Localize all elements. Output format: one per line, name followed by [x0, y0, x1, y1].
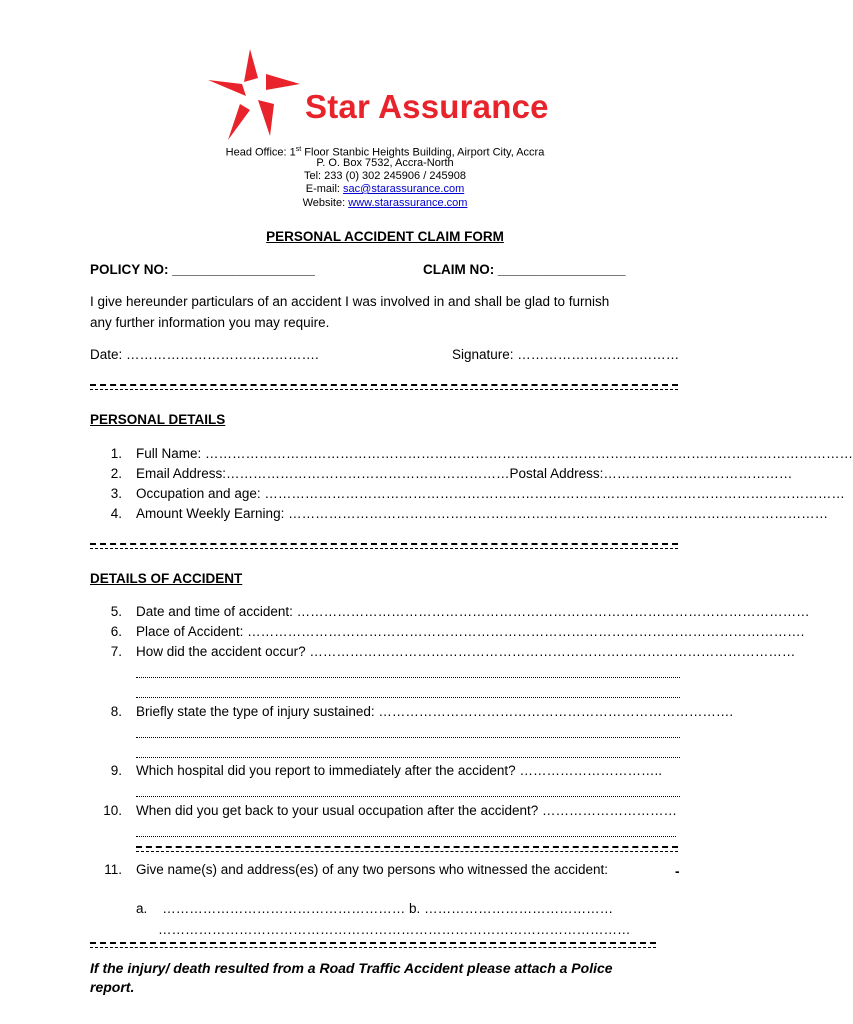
website-link[interactable]: www.starassurance.com: [348, 197, 468, 209]
police-report-note: If the injury/ death resulted from a Road Traffic Accident please attach a Police report.: [90, 960, 613, 995]
email-line: E-mail: sac@starassurance.com: [305, 183, 465, 195]
answer-line[interactable]: [136, 697, 680, 698]
accident-details-heading: DETAILS OF ACCIDENT: [90, 571, 243, 586]
answer-line[interactable]: [136, 796, 680, 797]
date-field[interactable]: Date: …………………………………….: [90, 347, 319, 362]
separator-line: [136, 846, 678, 852]
answer-line[interactable]: [136, 836, 676, 837]
witness-line-2[interactable]: ……………………………………………………………………………………………: [158, 922, 631, 937]
personal-details-heading: PERSONAL DETAILS: [90, 412, 226, 427]
tel-line: Tel: 233 (0) 302 245906 / 245908: [303, 170, 467, 182]
website-line: Website: www.starassurance.com: [302, 197, 468, 209]
star-logo-icon: [200, 44, 310, 144]
po-box-line: P. O. Box 7532, Accra-North: [316, 157, 454, 169]
form-title: PERSONAL ACCIDENT CLAIM FORM: [266, 229, 504, 244]
signature-field[interactable]: Signature: ………………………………: [452, 347, 680, 362]
answer-line[interactable]: [136, 757, 680, 758]
answer-line[interactable]: [136, 737, 680, 738]
head-office-line: Head Office: 1st Floor Stanbic Heights Building, Airport City, Accra: [225, 146, 545, 159]
intro-line-1: I give hereunder particulars of an accident I was involved in and shall be glad to furnish: [90, 294, 610, 309]
claim-no-field[interactable]: _________________: [498, 262, 626, 277]
intro-line-2: any further information you may require.: [90, 315, 330, 330]
separator-line: [90, 543, 678, 549]
email-link[interactable]: sac@starassurance.com: [343, 183, 465, 195]
policy-no-label: POLICY NO: ___________________: [90, 262, 315, 277]
separator-line: [90, 384, 678, 390]
policy-no-field[interactable]: ___________________: [172, 262, 315, 277]
separator-line: [90, 942, 656, 948]
witness-a[interactable]: a. ……………………………………………… b. ……………………………………: [136, 901, 614, 916]
claim-no-label: CLAIM NO: _________________: [423, 262, 626, 277]
answer-line[interactable]: [136, 677, 680, 678]
stray-mark: -: [675, 864, 680, 879]
company-name: Star Assurance: [305, 88, 549, 125]
